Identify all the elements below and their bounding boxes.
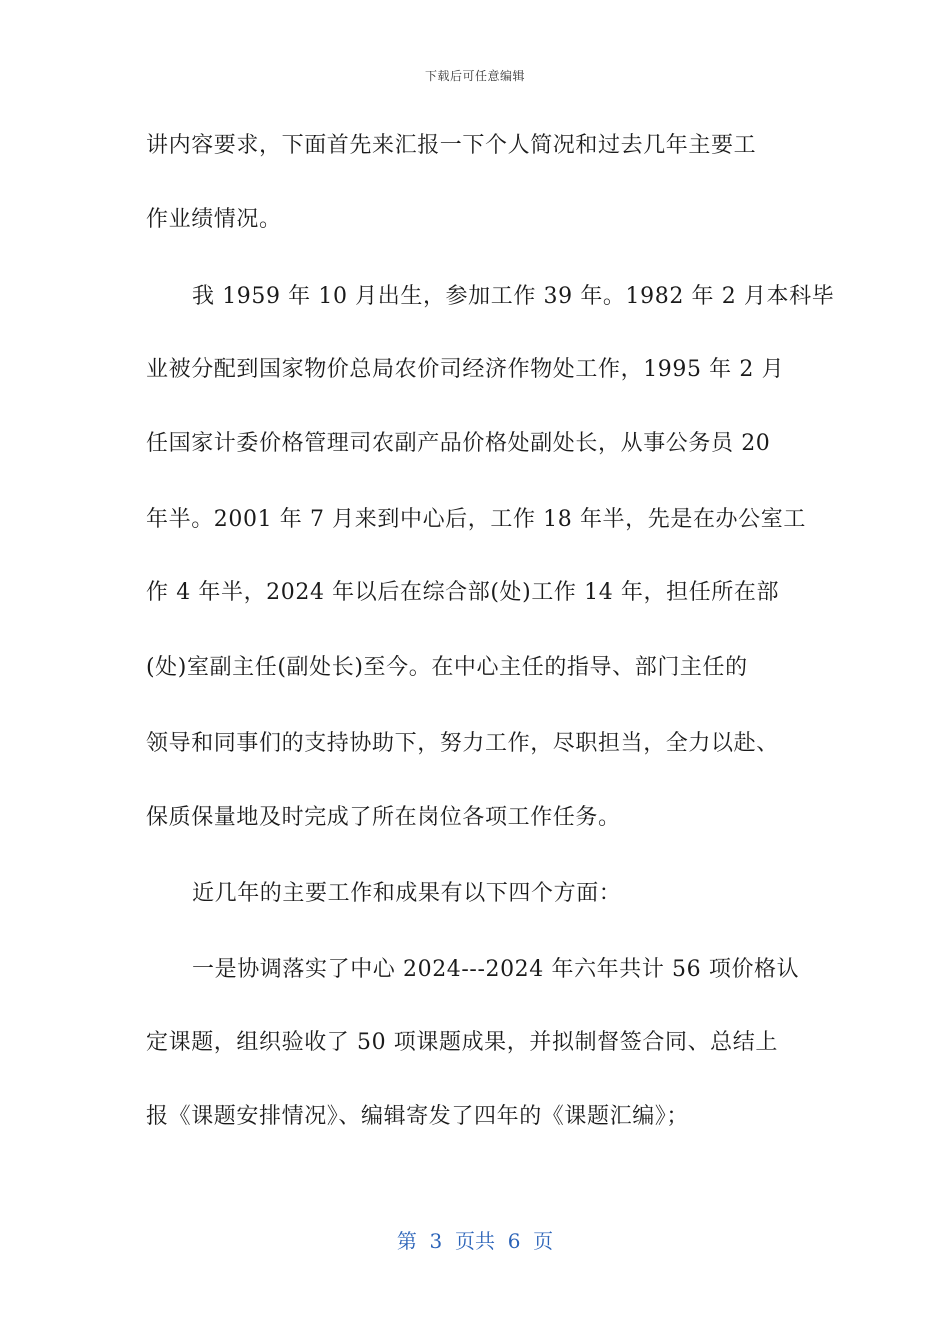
paragraph-line: 近几年的主要工作和成果有以下四个方面： xyxy=(192,881,622,906)
paragraph-line: 定课题，组织验收了 50 项课题成果，并拟制督签合同、总结上 xyxy=(146,1030,778,1055)
paragraph-line: 我 1959 年 10 月出生，参加工作 39 年。1982 年 2 月本科毕 xyxy=(192,284,835,309)
paragraph-line: 作业绩情况。 xyxy=(146,207,282,232)
paragraph-line: 保质保量地及时完成了所在岗位各项工作任务。 xyxy=(146,805,621,830)
paragraph-line: 作 4 年半，2024 年以后在综合部(处)工作 14 年，担任所在部 xyxy=(146,580,780,605)
page-number: 第 3 页共 6 页 xyxy=(396,1229,554,1253)
paragraph-line: 任国家计委价格管理司农副产品价格处副处长，从事公务员 20 xyxy=(146,431,771,456)
paragraph-line: 讲内容要求，下面首先来汇报一下个人简况和过去几年主要工 xyxy=(146,133,757,158)
paragraph-line: 领导和同事们的支持协助下，努力工作，尽职担当，全力以赴、 xyxy=(146,731,779,756)
paragraph-line: 报《课题安排情况》、编辑寄发了四年的《课题汇编》； xyxy=(146,1104,690,1129)
paragraph-line: 年半。2001 年 7 月来到中心后，工作 18 年半，先是在办公室工 xyxy=(146,507,806,532)
paragraph-line: 业被分配到国家物价总局农价司经济作物处工作，1995 年 2 月 xyxy=(146,357,785,382)
header-note: 下载后可任意编辑 xyxy=(424,69,525,83)
paragraph-line: (处)室副主任(副处长)至今。在中心主任的指导、部门主任的 xyxy=(146,655,748,680)
paragraph-line: 一是协调落实了中心 2024---2024 年六年共计 56 项价格认 xyxy=(192,957,800,982)
